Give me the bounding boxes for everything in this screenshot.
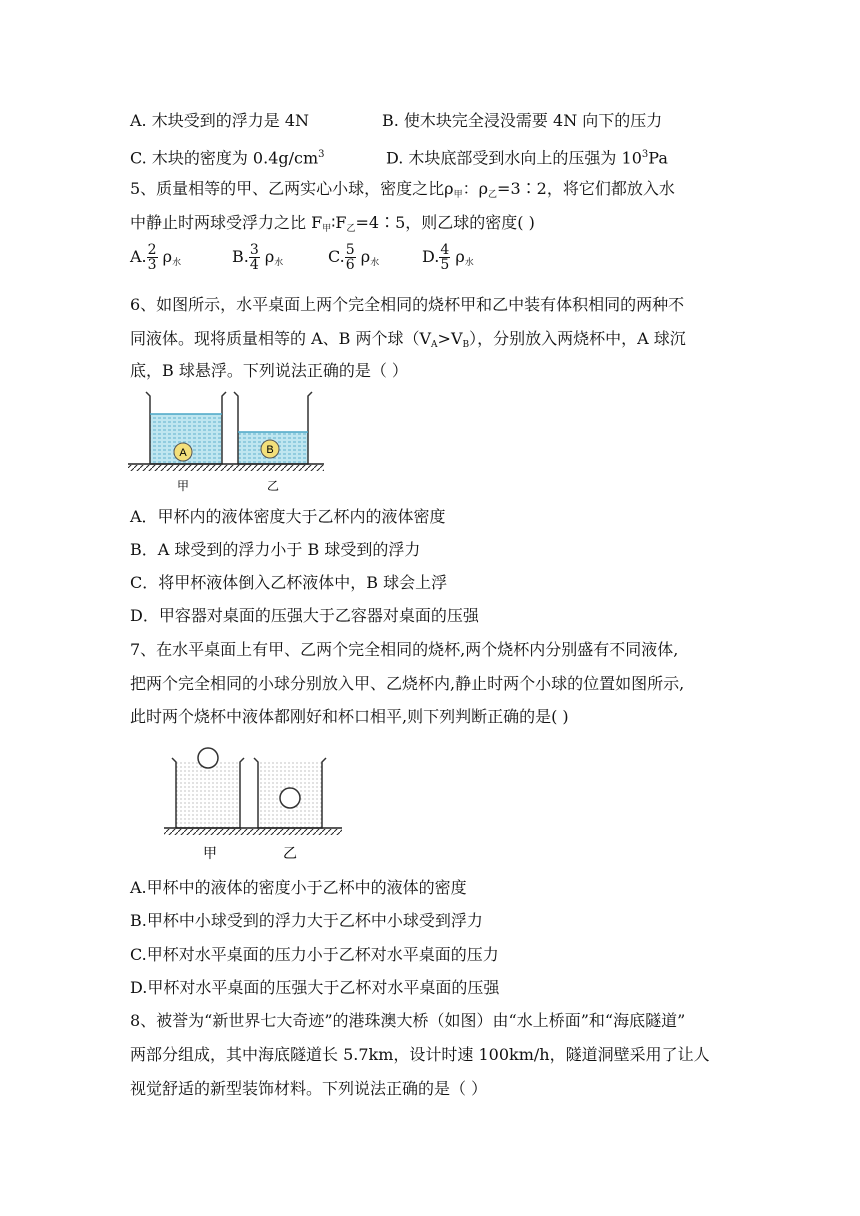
- ball-floating: [198, 748, 218, 768]
- q6-subscript: A: [431, 340, 438, 350]
- q5-stem-line-2: [130, 212, 535, 240]
- q6-option-d: D．甲容器对桌面的压强大于乙容器对桌面的压强: [130, 606, 479, 625]
- q4-option-b: B. 使木块完全浸没需要 4N 向下的压力: [382, 111, 663, 130]
- q6-beakers-figure: [128, 384, 328, 494]
- q6-option-a: A．甲杯内的液体密度大于乙杯内的液体密度: [130, 507, 446, 526]
- water-subscript: 水: [274, 258, 284, 268]
- q5-subscript: 乙: [346, 224, 356, 234]
- q5-subscript: 甲: [453, 190, 463, 200]
- q6-text: 同液体。现将质量相等的 A、B 两个球（V: [130, 329, 432, 348]
- q7-stem-line-2: 把两个完全相同的小球分别放入甲、乙烧杯内,静止时两个小球的位置如图所示,: [130, 674, 685, 693]
- q5-fraction: [439, 243, 450, 272]
- q7-option-d: D.甲杯对水平桌面的压强大于乙杯对水平桌面的压强: [130, 978, 500, 997]
- ball-a-label: A: [179, 447, 187, 459]
- q5-option-c: [328, 243, 379, 274]
- fraction-denominator: 4: [249, 257, 259, 273]
- q5-option-d: [422, 243, 474, 274]
- q6-stem-line-2: [130, 328, 686, 356]
- q4-option-d-sup: 3: [641, 149, 649, 160]
- fraction-numerator: 3: [249, 242, 259, 258]
- q6-option-b: B．A 球受到的浮力小于 B 球受到的浮力: [130, 540, 421, 559]
- q6-subscript: B: [462, 340, 470, 350]
- q5-text: =3∶2，将它们都放入水: [497, 179, 675, 198]
- beaker-right-label: 乙: [266, 479, 280, 493]
- fraction-denominator: 5: [440, 257, 450, 273]
- q5-subscript: 乙: [488, 190, 498, 200]
- fraction-numerator: 2: [147, 242, 157, 258]
- q5-subscript: 甲: [322, 224, 332, 234]
- q5-text: ：ρ: [462, 179, 489, 198]
- q5-text: 5、质量相等的甲、乙两实心小球，密度之比ρ: [130, 179, 454, 198]
- q4-option-d-unit: Pa: [648, 148, 668, 168]
- rho-symbol: ρ: [162, 247, 173, 266]
- beaker-left-label: 甲: [176, 479, 190, 493]
- water-subscript: 水: [464, 258, 474, 268]
- q4-option-d: [386, 144, 668, 169]
- q5-option-label: B.: [232, 247, 249, 266]
- q6-stem-line-3: 底，B 球悬浮。下列说法正确的是（ ）: [130, 361, 408, 380]
- q6-text: ），分别放入两烧杯中，A 球沉: [469, 329, 686, 348]
- beaker-left-label: 甲: [203, 846, 217, 862]
- q5-fraction: [147, 243, 158, 272]
- q5-fraction: [249, 243, 260, 272]
- q6-option-c: C．将甲杯液体倒入乙杯液体中，B 球会上浮: [130, 573, 448, 592]
- table-hatch: [164, 829, 342, 835]
- water-subscript: 水: [172, 258, 182, 268]
- q6-stem-line-1: 6、如图所示，水平桌面上两个完全相同的烧杯甲和乙中装有体积相同的两种不: [130, 295, 685, 314]
- q8-stem-line-2: 两部分组成，其中海底隧道长 5.7km，设计时速 100km/h，隧道洞壁采用了让人: [130, 1045, 710, 1064]
- q8-stem-line-3: 视觉舒适的新型装饰材料。下列说法正确的是（ ）: [130, 1079, 488, 1098]
- rho-symbol: ρ: [264, 247, 275, 266]
- q8-stem-line-1: 8、被誉为“新世界七大奇迹”的港珠澳大桥（如图）由“水上桥面”和“海底隧道”: [130, 1011, 686, 1030]
- q7-stem-line-3: 此时两个烧杯中液体都刚好和杯口相平,则下列判断正确的是( ): [130, 707, 569, 726]
- q4-option-c: [130, 144, 325, 169]
- q4-option-c-text: C. 木块的密度为 0.4g/cm: [130, 148, 319, 168]
- rho-symbol: ρ: [455, 247, 465, 266]
- q5-option-a: [130, 243, 181, 274]
- q7-option-b: B.甲杯中小球受到的浮力大于乙杯中小球受到浮力: [130, 911, 483, 930]
- q5-option-b: [232, 243, 283, 274]
- water-subscript: 水: [370, 258, 380, 268]
- q5-text: ∶F: [331, 213, 347, 232]
- rho-symbol: ρ: [360, 247, 371, 266]
- fraction-denominator: 3: [147, 257, 157, 273]
- q5-option-label: C.: [328, 247, 345, 266]
- q7-stem-line-1: 7、在水平桌面上有甲、乙两个完全相同的烧杯,两个烧杯内分别盛有不同液体,: [130, 640, 679, 659]
- q7-option-c: C.甲杯对水平桌面的压力小于乙杯对水平桌面的压力: [130, 945, 499, 964]
- q4-option-c-sup: 3: [318, 149, 325, 160]
- q5-text: 中静止时两球受浮力之比 F: [130, 213, 323, 232]
- fraction-denominator: 6: [345, 257, 355, 273]
- q7-beakers-figure: [160, 742, 350, 866]
- q5-option-label: D.: [422, 247, 440, 266]
- q6-text: >V: [437, 329, 463, 348]
- q5-text: =4∶5，则乙球的密度( ): [355, 213, 535, 232]
- beaker-left-liquid: [176, 762, 240, 828]
- q5-fraction: [345, 243, 356, 272]
- q7-option-a: A.甲杯中的液体的密度小于乙杯中的液体的密度: [130, 878, 467, 897]
- q5-option-label: A.: [130, 247, 147, 266]
- table-hatch: [128, 465, 324, 471]
- ball-suspended: [280, 788, 300, 808]
- q4-option-a: A. 木块受到的浮力是 4N: [130, 111, 309, 130]
- ball-b-label: B: [266, 444, 274, 456]
- beaker-right-label: 乙: [283, 846, 297, 862]
- q4-option-d-text: D. 木块底部受到水向上的压强为 10: [386, 148, 642, 168]
- fraction-numerator: 5: [345, 242, 355, 258]
- q5-stem-line-1: [130, 178, 675, 206]
- fraction-numerator: 4: [440, 242, 450, 258]
